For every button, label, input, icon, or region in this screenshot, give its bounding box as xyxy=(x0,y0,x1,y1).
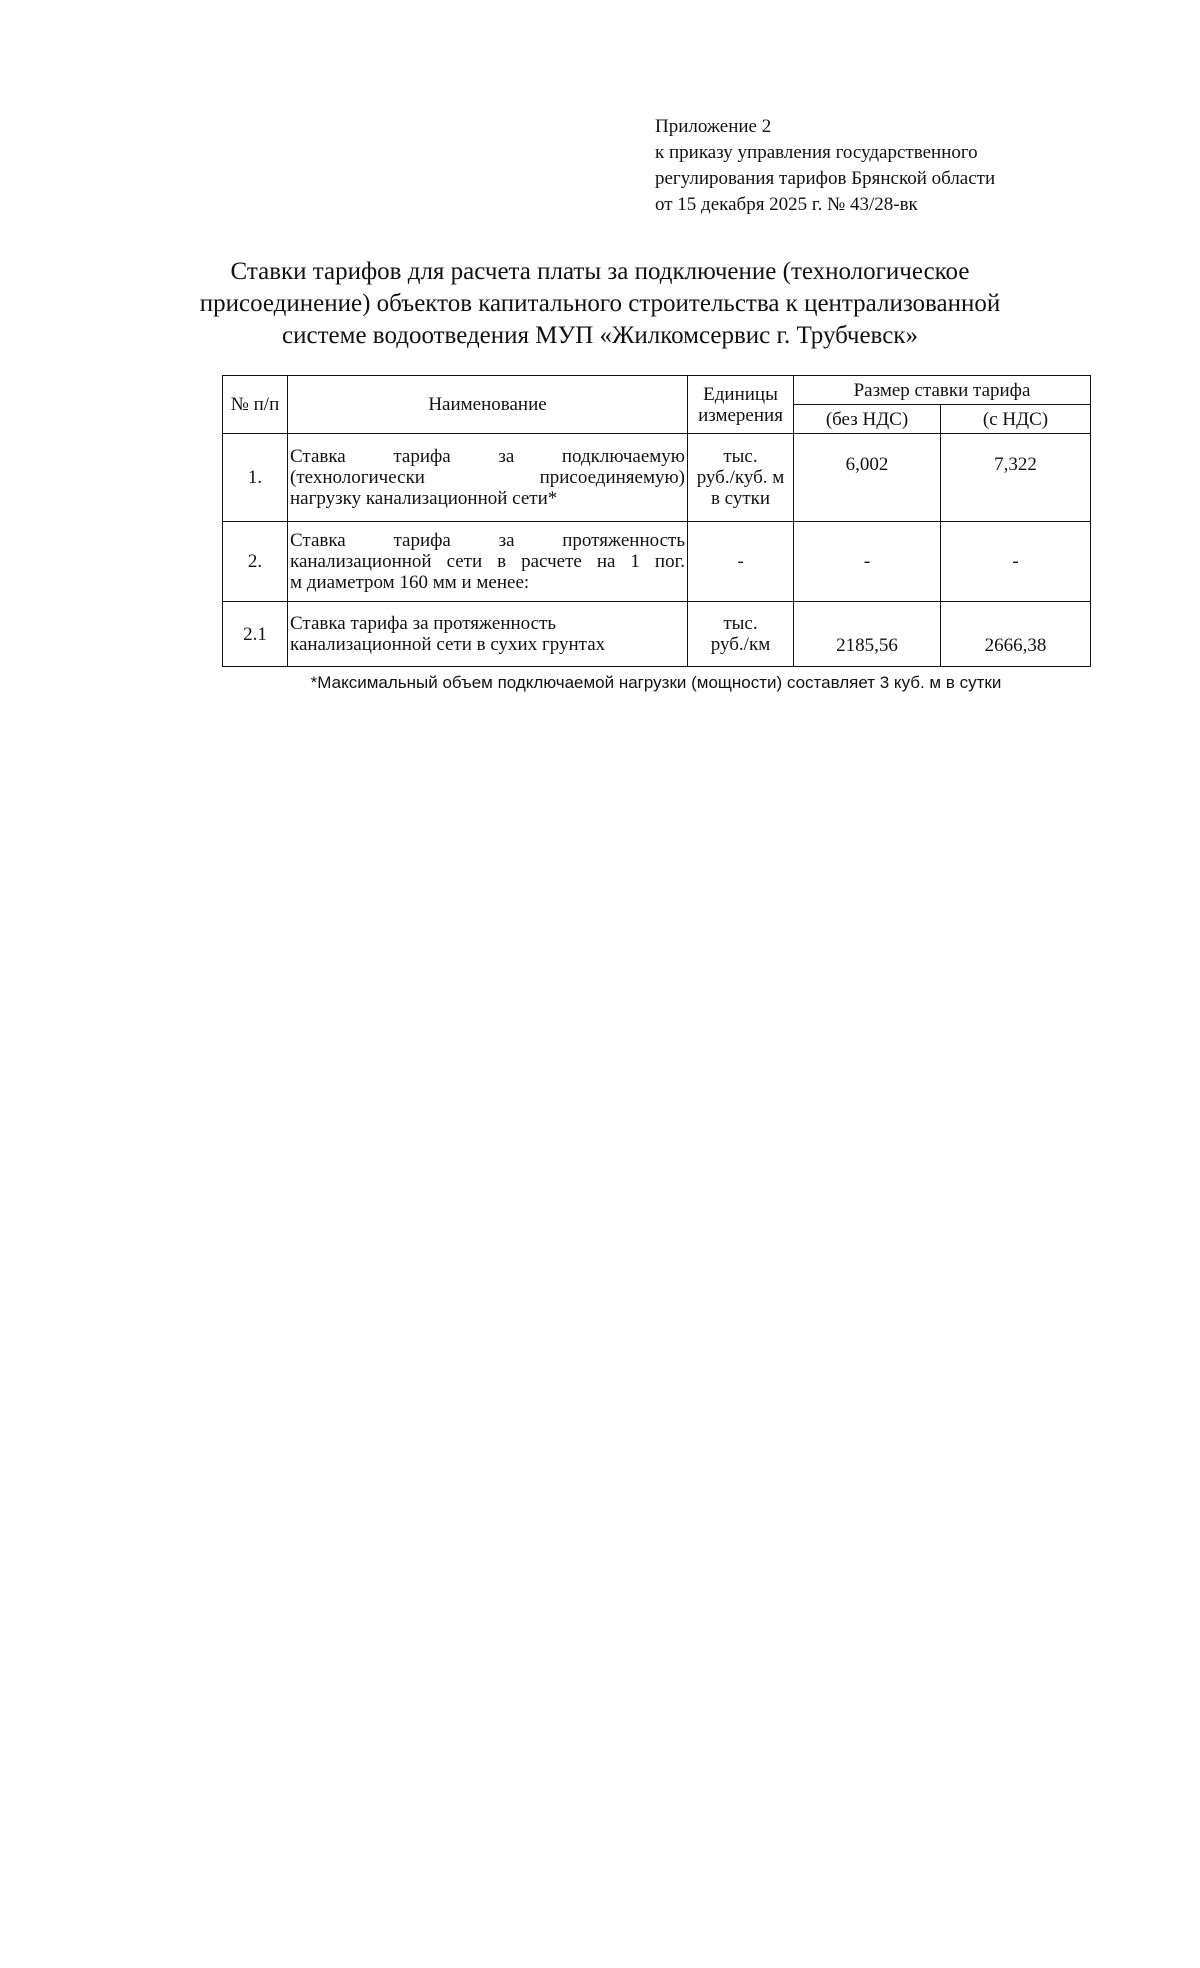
row-unit: тыс. руб./куб. м в сутки xyxy=(688,434,794,522)
row-value-no-vat: - xyxy=(794,522,941,602)
header-no-vat: (без НДС) xyxy=(794,405,941,434)
header-num: № п/п xyxy=(223,376,288,434)
document-title: Ставки тарифов для расчета платы за подключение (технологическое присоединение) объектов капитального строительства к централизованной системе водоотведения МУП «Жилкомсервис г. Трубчевск» xyxy=(199,258,1001,349)
appendix-order-line: к приказу управления государственного xyxy=(655,142,978,163)
appendix-date-line: от 15 декабря 2025 г. № 43/28-вк xyxy=(655,194,918,215)
row-unit: тыс. руб./км xyxy=(688,602,794,667)
header-name: Наименование xyxy=(288,376,688,434)
tariff-table xyxy=(222,375,1091,667)
header-with-vat: (с НДС) xyxy=(941,405,1091,434)
row-value-with-vat: 7,322 xyxy=(941,434,1091,522)
row-name: Ставка тарифа за протяженность канализационной сети в расчете на 1 пог. м диаметром 160 мм и менее: xyxy=(288,522,688,602)
row-name: Ставка тарифа за подключаемую (технологически присоединяемую) нагрузку канализационной сети* xyxy=(288,434,688,522)
row-value-with-vat: - xyxy=(941,522,1091,602)
appendix-number: Приложение 2 xyxy=(655,116,772,137)
row-name: Ставка тарифа за протяженность канализационной сети в сухих грунтах xyxy=(288,602,688,667)
row-value-no-vat: 6,002 xyxy=(794,434,941,522)
table-row xyxy=(223,602,1091,667)
row-unit: - xyxy=(688,522,794,602)
row-num: 2.1 xyxy=(223,602,288,667)
footnote: *Максимальный объем подключаемой нагрузки (мощности) составляет 3 куб. м в сутки xyxy=(310,673,1002,692)
row-value-no-vat: 2185,56 xyxy=(794,602,941,667)
appendix-authority-line: регулирования тарифов Брянской области xyxy=(655,168,996,189)
table-header-row xyxy=(223,376,1091,405)
table-row xyxy=(223,522,1091,602)
appendix-header xyxy=(655,114,1095,218)
row-num: 2. xyxy=(223,522,288,602)
table-row xyxy=(223,434,1091,522)
header-units: Единицы измерения xyxy=(688,376,794,434)
row-num: 1. xyxy=(223,434,288,522)
row-value-with-vat: 2666,38 xyxy=(941,602,1091,667)
header-rate: Размер ставки тарифа xyxy=(794,376,1091,405)
